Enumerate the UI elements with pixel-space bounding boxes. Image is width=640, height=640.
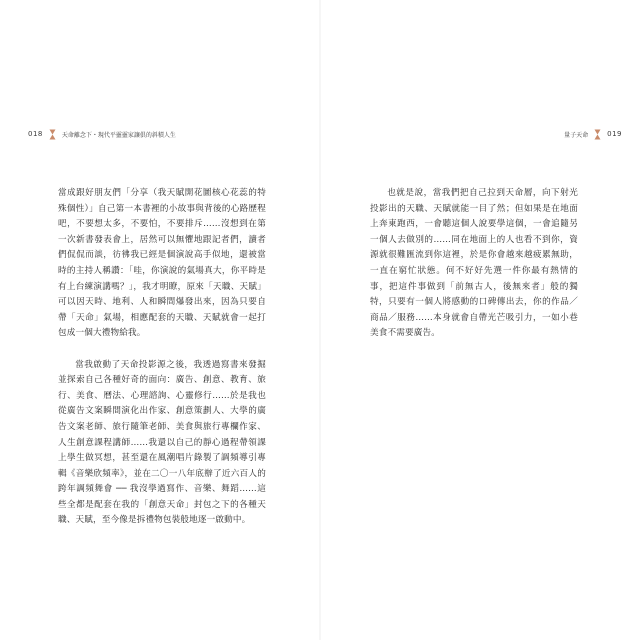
book-gutter: [319, 0, 321, 640]
left-page-header: [28, 128, 176, 140]
left-page-number: 018: [28, 130, 43, 138]
left-page: [0, 0, 300, 640]
right-page: [322, 0, 622, 640]
right-body-text: [370, 186, 578, 342]
right-page-header: [564, 128, 622, 140]
paragraph: 也就是說，當我們把自己拉到天命層，向下射光投影出的天職、天賦就能一目了然；但如果是在地面上奔東跑西，一會聽這個人說要學這個，一會追隨另一個人去做別的……同在地面上的人也看不到你，資源就很難匯流到你這裡，於是你會越來越疲累無助，一直在窮忙狀態。何不好好先選一件你最有熱情的事，把這件事做到「前無古人，後無來者」般的獨特，只要有一個人將感動的口碑傳出去，你的作品／商品／服務……本身就會自帶光芒吸引力，一如小巷美食不需要廣告。: [370, 188, 578, 339]
hourglass-icon: [594, 129, 601, 140]
paragraph: 當成跟好朋友們「分享（我天賦開花圖核心花蕊的特殊個性）」自己第一本書裡的小故事與背後的心路歷程吧，不要想太多，不要怕，不要排斥……沒想到在第一次新書發表會上，居然可以無懼地跟記者們，讀者們侃侃而談，彷彿我已經是個演說高手似地，還被當時的主持人稱讚：「哇，你演說的氣場真大，你平時是有上台練演講嗎？」，我才明瞭，原來「天職、天賦」可以因天時、地利、人和瞬間爆發出來，因為只要自帶「天命」氣場，相應配套的天職、天賦就會一起打包成一個大禮物給我。: [58, 188, 266, 339]
left-body-text: [58, 186, 266, 529]
hourglass-icon: [49, 129, 56, 140]
paragraph: 當我啟動了天命投影源之後，我透過寫書來發掘並探索自己各種好奇的面向：廣告、創意、教育、旅行、美食、曆法、心理諮詢、心靈修行……於是我也從廣告文案瞬間演化出作家、創意策劃人、大學的廣告文案老師、旅行隨筆老師、美食與旅行專欄作家、人生創意課程講師……我還以自己的靜心過程帶領課上學生做冥想，甚至還在風潮唱片錄製了調頻導引專輯《音樂欣頻率》，並在二〇一八年底辦了近六百人的跨年調頻舞會 ── 我沒學過寫作、音樂、舞蹈……這些全都是配套在我的「創意天命」封包之下的各種天職、天賦，至今像是拆禮物包裝般地逐一啟動中。: [58, 359, 266, 526]
left-running-title: 天命離念下・現代平靈靈家讓俱的斜積人生: [61, 131, 176, 139]
right-running-title: 量子天命: [564, 131, 589, 139]
right-page-number: 019: [607, 130, 622, 138]
